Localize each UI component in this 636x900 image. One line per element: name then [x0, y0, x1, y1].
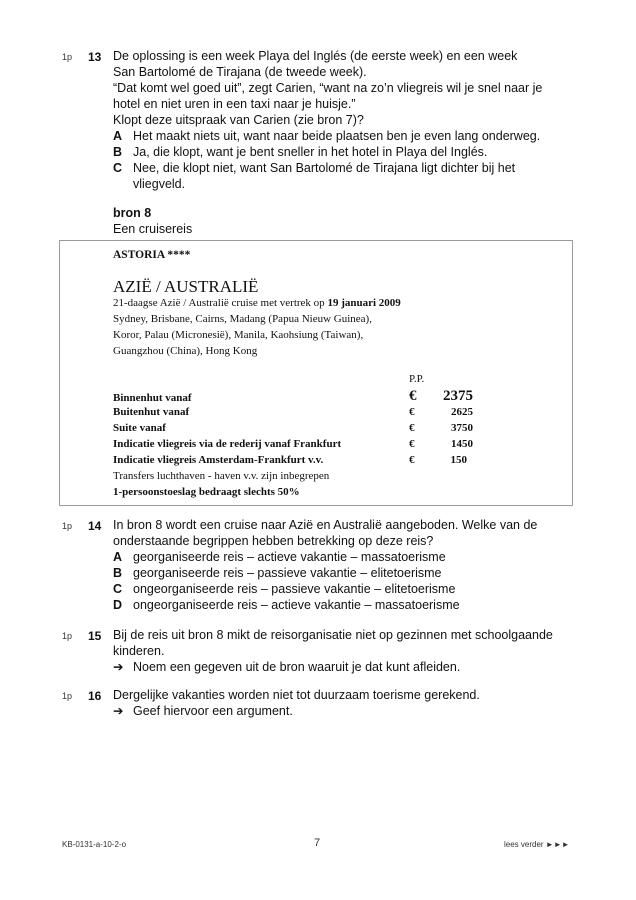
currency-symbol: € [409, 388, 417, 404]
continue-label: lees verder ►►► [504, 840, 570, 849]
question-number: 15 [88, 629, 102, 643]
currency-symbol: € [409, 438, 415, 450]
option-text: vliegveld. [133, 177, 186, 191]
option-letter: A [113, 550, 123, 564]
question-number: 16 [88, 689, 102, 703]
option-text: Ja, die klopt, want je bent sneller in het hotel in Playa del Inglés. [133, 145, 488, 159]
price-row [113, 422, 473, 438]
source-caption: Een cruisereis [113, 222, 193, 236]
price-label: Binnenhut vanaf [113, 392, 192, 404]
cruise-intro [113, 297, 401, 309]
route-line: Guangzhou (China), Hong Kong [113, 345, 258, 357]
price-row [113, 438, 473, 454]
points-label: 1p [62, 52, 73, 62]
price-label: Buitenhut vanaf [113, 406, 190, 418]
price-amount: 3750 [451, 422, 473, 434]
question-text-line: onderstaande begrippen hebben betrekking op deze reis? [113, 534, 434, 548]
option-letter: A [113, 129, 123, 143]
price-row [113, 406, 473, 422]
question-text-line: kinderen. [113, 644, 165, 658]
price-amount: 1450 [451, 438, 473, 450]
ad-heading: AZIË / AUSTRALIË [113, 277, 259, 296]
arrow-right-icon: ➔ [113, 704, 124, 718]
currency-symbol: € [409, 406, 415, 418]
single-surcharge-note: 1-persoonstoeslag bedraagt slechts 50% [113, 486, 300, 498]
price-label: Indicatie vliegreis via de rederij vanaf Frankfurt [113, 438, 342, 450]
source-label: bron 8 [113, 206, 152, 220]
question-text-line: Klopt deze uitspraak van Carien (zie bron 7)? [113, 113, 364, 127]
route-line: Sydney, Brisbane, Cairns, Madang (Papua Nieuw Guinea), [113, 313, 372, 325]
question-text-line: hotel en niet uren in een taxi naar je huisje.” [113, 97, 356, 111]
question-number: 14 [88, 519, 102, 533]
option-text: georganiseerde reis – passieve vakantie – elitetoerisme [133, 566, 442, 580]
question-text-line: In bron 8 wordt een cruise naar Azië en Australië aangeboden. Welke van de [113, 518, 538, 532]
departure-date: 19 januari 2009 [327, 297, 401, 309]
price-row [113, 454, 473, 470]
option-letter: C [113, 582, 123, 596]
currency-symbol: € [409, 422, 415, 434]
cruise-intro-text: 21-daagse Azië / Australië cruise met vertrek op [113, 297, 328, 309]
option-text: ongeorganiseerde reis – actieve vakantie – massatoerisme [133, 598, 460, 612]
price-label: Suite vanaf [113, 422, 166, 434]
points-label: 1p [62, 691, 73, 701]
option-letter: C [113, 161, 123, 175]
task-instruction: Geef hiervoor een argument. [133, 704, 293, 718]
price-label: Indicatie vliegreis Amsterdam-Frankfurt v.v. [113, 454, 324, 466]
page-number: 7 [314, 837, 321, 849]
arrow-right-icon: ➔ [113, 660, 124, 674]
price-amount: 2375 [443, 388, 473, 404]
currency-symbol: € [409, 454, 415, 466]
points-label: 1p [62, 521, 73, 531]
option-text: ongeorganiseerde reis – passieve vakantie – elitetoerisme [133, 582, 456, 596]
option-letter: D [113, 598, 123, 612]
price-amount: 150 [450, 454, 467, 466]
option-letter: B [113, 145, 123, 159]
option-text: georganiseerde reis – actieve vakantie – massatoerisme [133, 550, 446, 564]
question-number: 13 [88, 50, 102, 64]
question-text-line: San Bartolomé de Tirajana (de tweede week). [113, 65, 367, 79]
question-text-line: “Dat komt wel goed uit”, zegt Carien, “want na zo’n vliegreis wil je snel naar je [113, 81, 543, 95]
price-amount: 2625 [451, 406, 473, 418]
transfers-note: Transfers luchthaven - haven v.v. zijn inbegrepen [113, 470, 330, 482]
points-label: 1p [62, 631, 73, 641]
exam-code: KB-0131-a-10-2-o [62, 840, 127, 849]
task-instruction: Noem een gegeven uit de bron waaruit je dat kunt afleiden. [133, 660, 461, 674]
option-text: Het maakt niets uit, want naar beide plaatsen ben je even lang onderweg. [133, 129, 541, 143]
option-text: Nee, die klopt niet, want San Bartolomé de Tirajana ligt dichter bij het [133, 161, 516, 175]
question-text-line: De oplossing is een week Playa del Inglés (de eerste week) en een week [113, 49, 518, 63]
per-person-label: P.P. [409, 373, 425, 385]
question-text-line: Dergelijke vakanties worden niet tot duurzaam toerisme gerekend. [113, 688, 480, 702]
question-text-line: Bij de reis uit bron 8 mikt de reisorganisatie niet op gezinnen met schoolgaande [113, 628, 553, 642]
ship-name: ASTORIA **** [113, 249, 191, 261]
option-letter: B [113, 566, 123, 580]
route-line: Koror, Palau (Micronesië), Manila, Kaohsiung (Taiwan), [113, 329, 364, 341]
price-row [113, 390, 473, 406]
